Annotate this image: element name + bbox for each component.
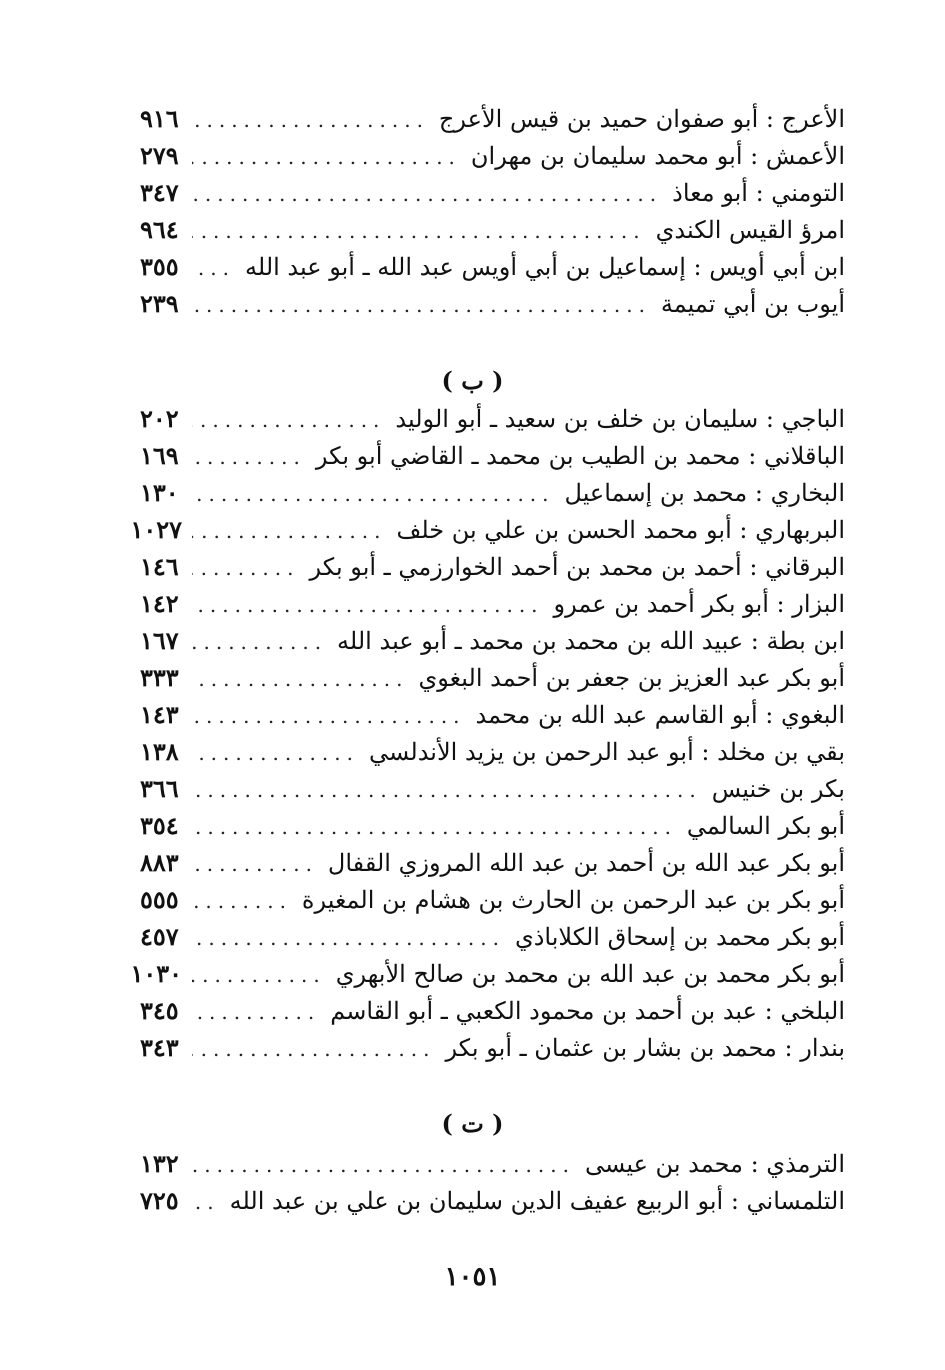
leader-dots [192,550,299,587]
entry-page-number: ٢٣٩ [140,289,179,318]
entry-name: البرقاني : أحمد بن محمد بن أحمد الخوارزمي ـ أبو بكر [309,553,845,581]
index-entry [140,696,845,733]
entry-name: امرؤ القيس الكندي [655,216,845,244]
entry-page-number: ٨٨٣ [140,848,179,877]
leader-dots [192,883,292,920]
entry-name: البغوي : أبو القاسم عبد الله بن محمد [475,701,845,729]
index-entry [140,400,845,437]
index-entry [140,548,845,585]
section-heading-ta: ( ت ) [441,1109,504,1138]
entry-name: أبو بكر السالمي [686,812,845,840]
entry-name: بكر بن خنيس [711,775,845,803]
leader-dots [192,698,466,735]
entry-page-number: ١٤٦ [140,552,179,581]
entry-name: أيوب بن أبي تميمة [660,290,845,318]
leader-dots [192,139,461,176]
entry-name: بندار : محمد بن بشار بن عثمان ـ أبو بكر [445,1034,845,1062]
index-entry [140,659,845,696]
leader-dots [192,735,359,772]
index-entry [140,844,845,881]
leader-dots [192,957,326,994]
index-entry [140,992,845,1029]
entry-name: ابن بطة : عبيد الله بن محمد بن محمد ـ أبو عبد الله [337,627,845,655]
index-entry [140,1029,845,1066]
entry-name: البلخي : عبد بن أحمد بن محمود الكعبي ـ أبو القاسم [330,997,845,1025]
entry-page-number: ١٤٢ [140,589,179,618]
entry-page-number: ٣٤٣ [140,1033,179,1062]
entry-page-number: ١٣٢ [140,1149,179,1178]
index-entry [140,437,845,474]
leader-dots [192,102,429,139]
index-entry [140,770,845,807]
index-entry [140,1182,845,1219]
index-entry [140,248,845,285]
leader-dots [192,624,327,661]
leader-dots [192,213,646,250]
index-entry [140,174,845,211]
entry-name: أبو بكر محمد بن عبد الله بن محمد بن صالح الأبهري [335,960,845,988]
leader-dots [192,846,318,883]
entry-name: الباقلاني : محمد بن الطيب بن محمد ـ القاضي أبو بكر [315,442,845,470]
index-section-ta [140,1145,845,1219]
leader-dots [192,250,235,287]
index-entry [140,285,845,322]
index-section-alif [140,100,845,322]
leader-dots [192,476,555,513]
entry-name: الباجي : سليمان بن خلف بن سعيد ـ أبو الوليد [395,405,845,433]
entry-page-number: ٣٤٥ [140,996,179,1025]
entry-name: الأعمش : أبو محمد سليمان بن مهران [470,142,845,170]
entry-name: أبو بكر عبد العزيز بن جعفر بن أحمد البغوي [418,664,845,692]
leader-dots [192,1184,220,1221]
index-entry [140,585,845,622]
entry-name: أبو بكر محمد بن إسحاق الكلاباذي [514,923,845,951]
entry-page-number: ٣٦٦ [140,774,179,803]
entry-name: التلمساني : أبو الربيع عفيف الدين سليمان بن علي بن عبد الله [229,1187,845,1215]
index-entry [130,955,845,992]
entry-name: البربهاري : أبو محمد الحسن بن علي بن خلف [396,516,845,544]
leader-dots [192,772,702,809]
leader-dots [192,513,386,550]
index-entry [140,918,845,955]
entry-page-number: ١٣٠ [140,478,179,507]
entry-page-number: ١٠٢٧ [130,515,182,544]
entry-page-number: ١٣٨ [140,737,179,766]
entry-name: بقي بن مخلد : أبو عبد الرحمن بن يزيد الأندلسي [368,738,845,766]
entry-name: البخاري : محمد بن إسماعيل [564,479,845,507]
index-entry [140,1145,845,1182]
entry-page-number: ٩٦٤ [140,215,179,244]
entry-page-number: ٩١٦ [140,104,179,133]
leader-dots [192,287,651,324]
entry-name: البزار : أبو بكر أحمد بن عمرو [553,590,845,618]
entry-name: الأعرج : أبو صفوان حميد بن قيس الأعرج [438,105,845,133]
entry-page-number: ٤٥٧ [140,922,179,951]
leader-dots [192,439,306,476]
leader-dots [192,587,544,624]
page-number: ١٠٥١ [444,1262,501,1292]
entry-name: أبو بكر عبد الله بن أحمد بن عبد الله المروزي القفال [327,849,845,877]
entry-page-number: ٢٠٢ [140,404,179,433]
entry-page-number: ٣٤٧ [140,178,179,207]
leader-dots [192,661,409,698]
index-entry [140,881,845,918]
entry-page-number: ١٦٩ [140,441,179,470]
leader-dots [192,176,662,213]
entry-page-number: ١٠٣٠ [130,959,182,988]
index-section-ba [130,400,845,1066]
entry-page-number: ٧٢٥ [140,1186,179,1215]
entry-page-number: ١٦٧ [140,626,179,655]
index-entry [140,807,845,844]
leader-dots [192,920,505,957]
entry-page-number: ٣٥٥ [140,252,179,281]
entry-name: التومني : أبو معاذ [672,179,845,207]
entry-page-number: ٣٥٤ [140,811,179,840]
entry-page-number: ٥٥٥ [140,885,179,914]
leader-dots [192,1147,575,1184]
leader-dots [192,809,677,846]
index-entry [140,622,845,659]
index-entry [140,137,845,174]
index-entry [140,100,845,137]
leader-dots [192,402,385,439]
leader-dots [192,994,320,1031]
entry-page-number: ١٤٣ [140,700,179,729]
index-entry [140,733,845,770]
section-heading-ba: ( ب ) [441,366,504,395]
entry-page-number: ٢٧٩ [140,141,179,170]
index-entry [140,211,845,248]
entry-name: الترمذي : محمد بن عيسى [584,1150,845,1178]
entry-name: ابن أبي أويس : إسماعيل بن أبي أويس عبد الله ـ أبو عبد الله [245,253,845,281]
index-entry [130,511,845,548]
entry-name: أبو بكر بن عبد الرحمن بن الحارث بن هشام بن المغيرة [301,886,845,914]
index-entry [140,474,845,511]
entry-page-number: ٣٣٣ [140,663,179,692]
leader-dots [192,1031,435,1068]
